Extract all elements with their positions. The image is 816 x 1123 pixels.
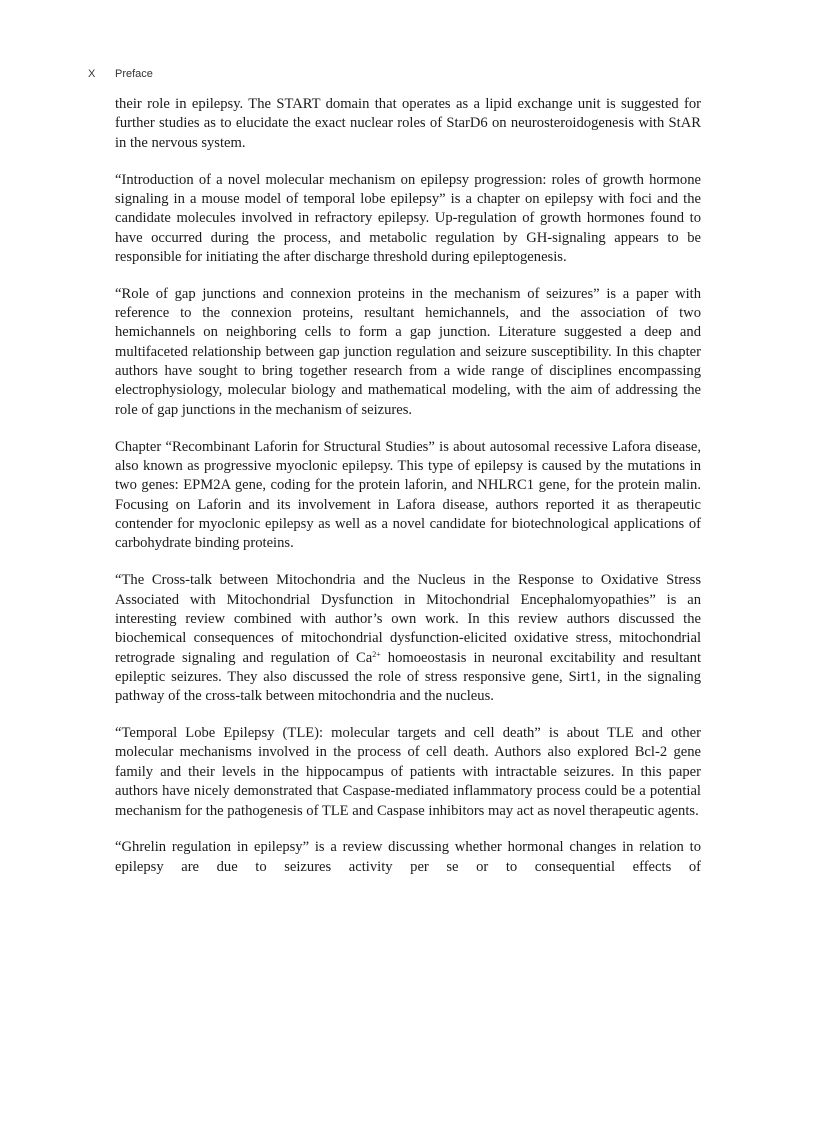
paragraph-tle: “Temporal Lobe Epilepsy (TLE): molecular targets and cell death” is about TLE and other molecular mechanisms involved in the process of cell death. Authors also explored Bcl-2 gene family and their levels in the hippocampus of patients with intractable seizures. In this paper authors have nicely demonstrated that Caspase-mediated inflammatory process could be a potential mechanism for the pathogenesis of TLE and Caspase inhibitors may act as novel therapeutic agents. [115,725,701,819]
paragraph-mitochondria [115,571,701,706]
paragraph-laforin: Chapter “Recombinant Laforin for Structural Studies” is about autosomal recessive Lafora disease, also known as progressive myoclonic epilepsy. This type of epilepsy is caused by the mutations in two genes: EPM2A gene, coding for the protein laforin, and NHLRC1 gene, for the protein malin. Focusing on Laforin and its involvement in Lafora disease, authors reported it as therapeutic contender for myoclonic epilepsy as well as a novel candidate for biotechnological applications of carbohydrate binding proteins. [115,438,701,552]
paragraph-text: “The Cross-talk between Mitochondria and the Nucleus in the Response to Oxidative Stress Associated with Mitochondrial Dysfunction in Mitochondrial Encephalomyopathies” is an interesting review combined with author’s own work. In this review authors discussed the biochemical consequences of mitochondrial dysfunction-elicited oxidative stress, mitochondrial retrograde signaling and regulation of Ca [115,572,701,666]
paragraph-gap-junctions: “Role of gap junctions and connexion proteins in the mechanism of seizures” is a paper with reference to the connexion proteins, resultant hemichannels, and the association of two hemichannels on neighboring cells to form a gap junction. Literature suggested a deep and multifaceted relationship between gap junction regulation and seizure susceptibility. In this chapter authors have sought to bring together research from a wide range of disciplines encompassing electrophysiology, molecular biology and mathematical modeling, with the aim of addressing the role of gap junctions in the mechanism of seizures. [115,285,701,418]
body-text [115,95,701,895]
running-header [88,68,153,80]
section-title: Preface [115,68,153,80]
paragraph-start-domain: their role in epilepsy. The START domain that operates as a lipid exchange unit is suggested for further studies as to elucidate the exact nuclear roles of StarD6 on neurosteroidogenesis with StAR in the nervous system. [115,96,701,151]
paragraph-ghrelin: “Ghrelin regulation in epilepsy” is a review discussing whether hormonal changes in relation to epilepsy are due to seizures activity per se or to consequential effects of [115,839,701,875]
superscript-charge: 2+ [372,649,381,659]
page-number: X [88,68,96,80]
paragraph-text: homoeostasis in neuronal excitability and resultant epileptic seizures. They also discussed the role of stress responsive gene, Sirt1, in the signaling pathway of the cross-talk between mitochondria and the nucleus. [115,649,701,705]
paragraph-growth-hormone: “Introduction of a novel molecular mechanism on epilepsy progression: roles of growth hormone signaling in a mouse model of temporal lobe epilepsy” is a chapter on epilepsy with foci and the candidate molecules involved in refractory epilepsy. Up-regulation of growth hormones found to have occurred during the process, and metabolic regulation by GH-signaling appears to be responsible for initiating the after discharge threshold during epileptogenesis. [115,171,701,265]
